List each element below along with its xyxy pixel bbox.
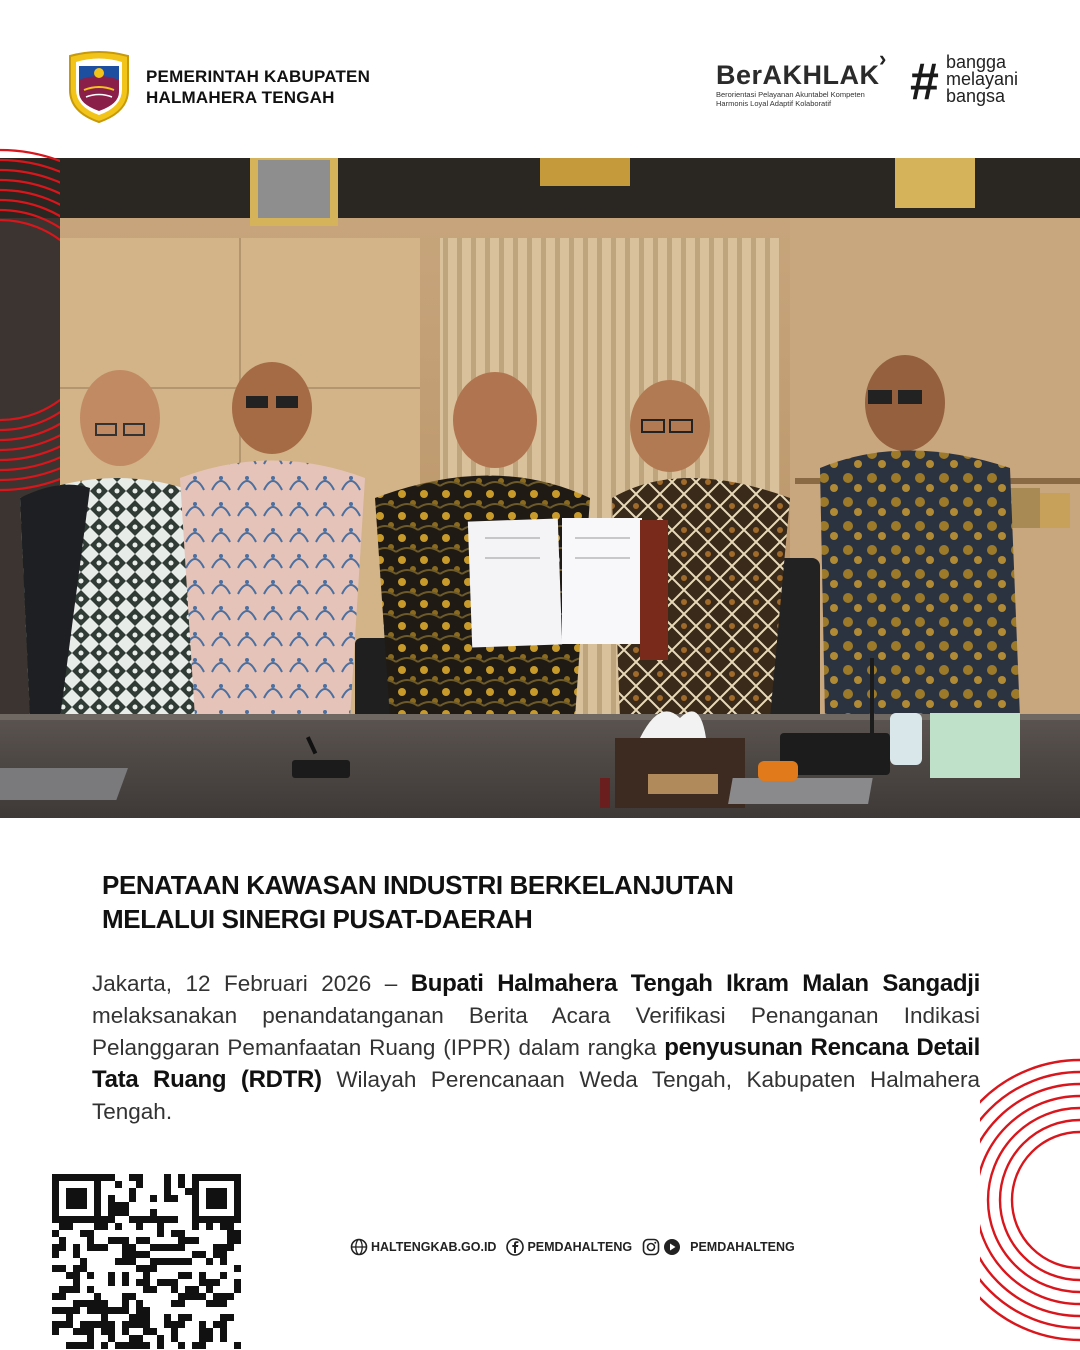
body-bold-1: Bupati Halmahera Tengah Ikram Malan Sangadji (410, 970, 980, 997)
decorative-arcs-left (0, 140, 60, 500)
chevron-right-icon: › (879, 46, 887, 71)
gov-line-2: HALMAHERA TENGAH (146, 88, 335, 107)
event-photo (0, 158, 1080, 818)
body-part-2: melaksanakan penandatanganan Berita Acara Verifikasi Penanganan Indikasi Pelanggaran Pemanfaatan Ruang (IPPR) dalam rangka (92, 1003, 980, 1060)
regency-logo (66, 50, 132, 124)
youtube-icon (663, 1238, 681, 1256)
facebook-link[interactable]: PEMDAHALTENG (527, 1240, 633, 1254)
title-line-2: MELALUI SINERGI PUSAT-DAERAH (102, 904, 533, 934)
article-body (92, 968, 980, 1128)
title-line-1: PENATAAN KAWASAN INDUSTRI BERKELANJUTAN (102, 870, 734, 900)
bangga-line-1: bangga (946, 52, 1007, 72)
website-link[interactable]: HALTENGKAB.GO.ID (371, 1240, 497, 1254)
berakhlak-logo (716, 46, 906, 116)
bangga-line-2: melayani (946, 69, 1019, 89)
globe-icon (350, 1238, 368, 1256)
body-part-3: Wilayah Perencanaan Weda Tengah, Kabupaten Halmahera Tengah. (92, 1067, 980, 1124)
berakhlak-word: BerAKHLAK (716, 60, 880, 90)
bangga-melayani-bangsa-logo (910, 54, 1050, 116)
berakhlak-sub-2: Harmonis Loyal Adaptif Kolaboratif (716, 99, 832, 108)
government-name (146, 66, 370, 108)
hashtag-icon: # (910, 53, 939, 111)
instagram-icon (642, 1238, 660, 1256)
qr-code[interactable] (50, 1172, 244, 1350)
body-part-1: Jakarta, 12 Februari 2026 – (92, 971, 411, 996)
article-title (102, 868, 734, 936)
instagram-youtube-link[interactable]: PEMDAHALTENG (690, 1240, 795, 1254)
body-bold-2: penyusunan Rencana Detail Tata Ruang (RDTR) (92, 1034, 980, 1093)
bangga-line-3: bangsa (946, 86, 1006, 106)
header (0, 0, 1080, 158)
gov-line-1: PEMERINTAH KABUPATEN (146, 67, 371, 86)
social-links (350, 1236, 795, 1258)
facebook-icon (506, 1238, 524, 1256)
berakhlak-sub-1: Berorientasi Pelayanan Akuntabel Kompeten (716, 90, 865, 99)
decorative-arcs-right (980, 1050, 1080, 1350)
